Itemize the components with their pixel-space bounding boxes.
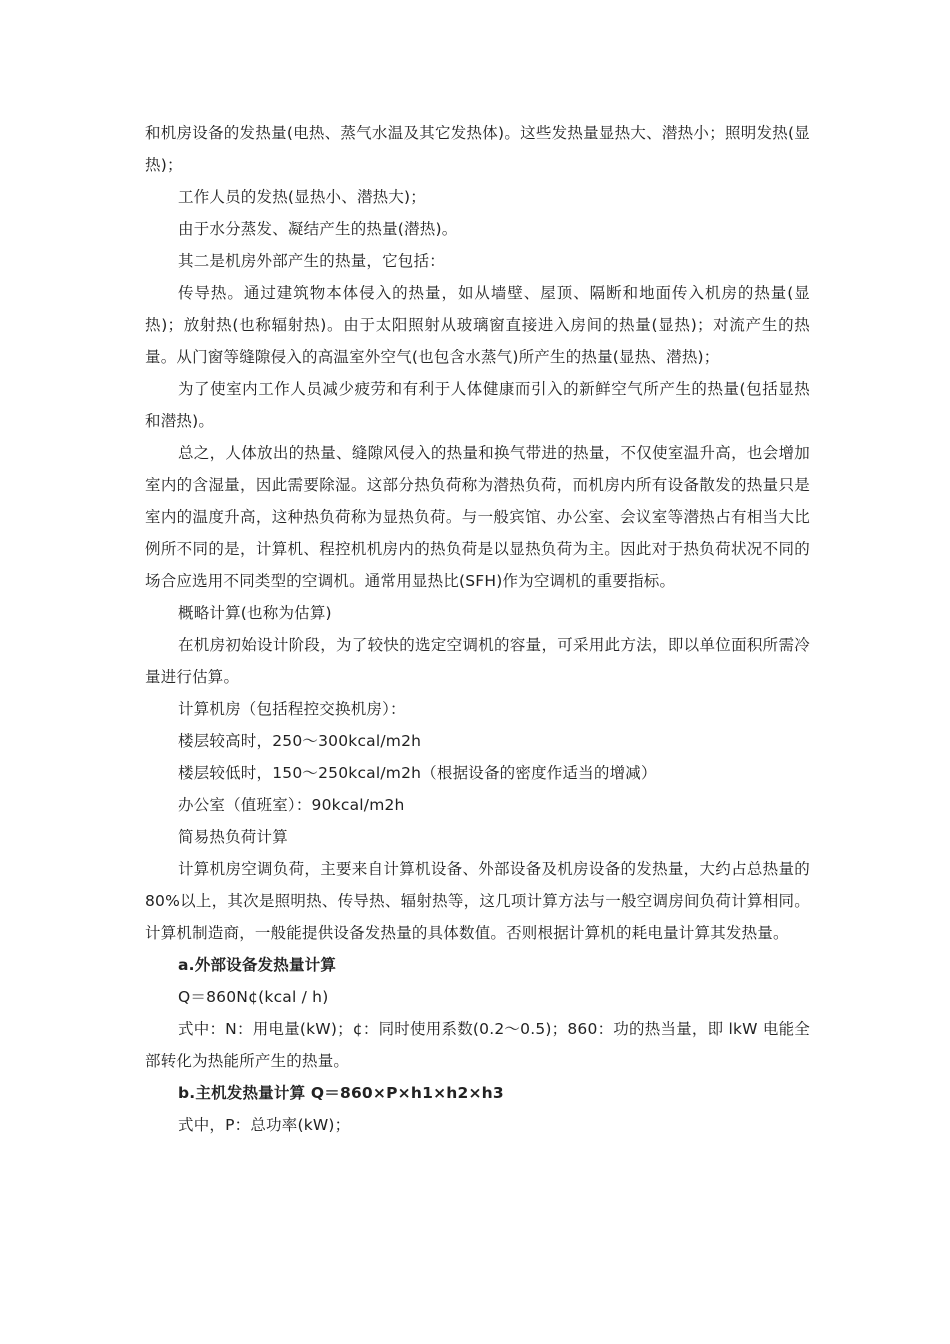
paragraph: 计算机房空调负荷，主要来自计算机设备、外部设备及机房设备的发热量，大约占总热量的 80%以上，其次是照明热、传导热、辐射热等，这几项计算方法与一般空调房间负荷计算相同。计算机制造商，一般能提供设备发热量的具体数值。否则根据计算机的耗电量计算其发热量。 <box>145 860 810 942</box>
paragraph: 工作人员的发热(显热小、潜热大)； <box>178 188 426 206</box>
paragraph: 传导热。通过建筑物本体侵入的热量，如从墙壁、屋顶、隔断和地面传入机房的热量(显热)；放射热(也称辐射热)。由于太阳照射从玻璃窗直接进入房间的热量(显热)；对流产生的热量。从门窗等缝隙侵入的高温室外空气(也包含水蒸气)所产生的热量(显热、潜热)； <box>145 284 810 366</box>
paragraph: 楼层较高时，250～300kcal/m2h <box>178 732 422 750</box>
bold-subheading: a.外部设备发热量计算 <box>178 956 337 974</box>
paragraph: 其二是机房外部产生的热量，它包括： <box>178 252 445 270</box>
paragraph: 办公室（值班室）：90kcal/m2h <box>178 796 405 814</box>
document-page <box>145 117 810 1141</box>
section-heading: 简易热负荷计算 <box>178 828 288 846</box>
bold-subheading: b.主机发热量计算 Q＝860×P×h1×h2×h3 <box>178 1084 504 1102</box>
paragraph: 在机房初始设计阶段，为了较快的选定空调机的容量，可采用此方法，即以单位面积所需冷量进行估算。 <box>145 636 810 686</box>
paragraph: 式中，P：总功率(kW)； <box>178 1116 351 1134</box>
paragraph: 计算机房（包括程控交换机房）： <box>178 700 406 718</box>
paragraph: 总之，人体放出的热量、缝隙风侵入的热量和换气带进的热量，不仅使室温升高，也会增加室内的含湿量，因此需要除湿。这部分热负荷称为潜热负荷，而机房内所有设备散发的热量只是室内的温度升高，这种热负荷称为显热负荷。与一般宾馆、办公室、会议室等潜热占有相当大比例所不同的是，计算机、程控机机房内的热负荷是以显热负荷为主。因此对于热负荷状况不同的场合应选用不同类型的空调机。通常用显热比(SFH)作为空调机的重要指标。 <box>145 444 810 590</box>
paragraph: 楼层较低时，150～250kcal/m2h（根据设备的密度作适当的增减） <box>178 764 657 782</box>
paragraph: 式中：N：用电量(kW)；¢：同时使用系数(0.2～0.5)；860：功的热当量，即 lkW 电能全部转化为热能所产生的热量。 <box>145 1020 810 1070</box>
paragraph: 和机房设备的发热量(电热、蒸气水温及其它发热体)。这些发热量显热大、潜热小；照明发热(显热)； <box>145 124 810 174</box>
paragraph: 为了使室内工作人员减少疲劳和有利于人体健康而引入的新鲜空气所产生的热量(包括显热和潜热)。 <box>145 380 810 430</box>
paragraph: 由于水分蒸发、凝结产生的热量(潜热)。 <box>178 220 458 238</box>
formula: Q＝860N¢(kcal / h) <box>178 988 329 1006</box>
section-heading: 概略计算(也称为估算) <box>178 604 332 622</box>
